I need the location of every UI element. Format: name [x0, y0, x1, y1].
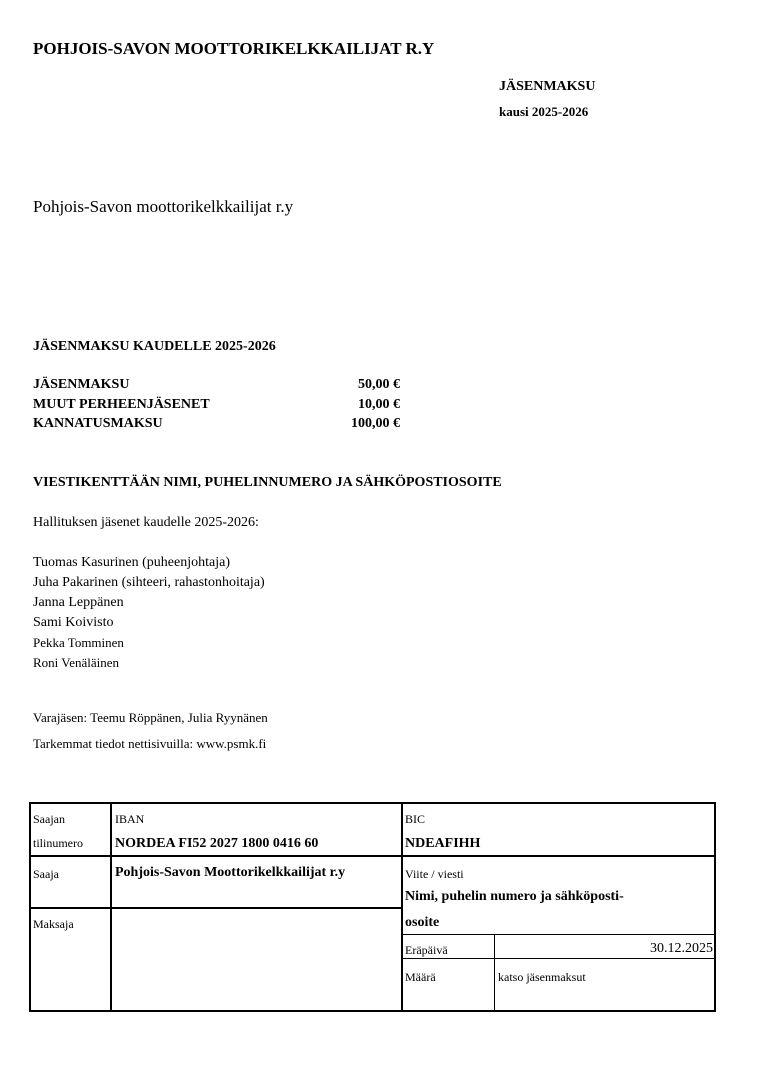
reference-label: Viite / viesti	[405, 867, 464, 881]
more-info: Tarkemmat tiedot nettisivuilla: www.psmk.fi	[33, 736, 267, 751]
slip-border-bottom	[29, 1010, 716, 1012]
iban-value: NORDEA FI52 2027 1800 0416 60	[115, 836, 319, 851]
iban-label: IBAN	[115, 812, 145, 826]
due-date-label: Eräpäivä	[405, 943, 448, 957]
slip-divider	[401, 802, 403, 1012]
document-title: JÄSENMAKSU	[499, 79, 596, 94]
message-instruction: VIESTIKENTTÄÄN NIMI, PUHELINNUMERO JA SÄHKÖPOSTIOSOITE	[33, 475, 502, 490]
due-date-value: 30.12.2025	[650, 941, 713, 956]
fee-amount: 10,00 €	[358, 397, 400, 412]
board-member: Tuomas Kasurinen (puheenjohtaja)	[33, 555, 230, 570]
bic-label: BIC	[405, 812, 426, 826]
amount-label: Määrä	[405, 970, 436, 984]
slip-border-right	[714, 802, 716, 1012]
slip-divider	[29, 855, 716, 857]
board-member: Pekka Tomminen	[33, 635, 124, 650]
fee-amount: 50,00 €	[358, 377, 400, 392]
recipient-value: Pohjois-Savon Moottorikelkkailijat r.y	[115, 865, 346, 880]
slip-divider	[29, 907, 403, 909]
deputy-members: Varajäsen: Teemu Röppänen, Julia Ryynänen	[33, 710, 268, 725]
recipient-account-label: Saajan	[33, 812, 65, 826]
slip-divider	[494, 934, 495, 1011]
board-member: Roni Venäläinen	[33, 655, 120, 670]
season-label: kausi 2025-2026	[499, 104, 589, 119]
organization-name: Pohjois-Savon moottorikelkkailijat r.y	[33, 197, 294, 216]
slip-divider	[401, 958, 716, 959]
payer-label: Maksaja	[33, 917, 74, 931]
slip-divider	[401, 934, 716, 935]
fee-label: KANNATUSMAKSU	[33, 416, 163, 431]
fee-row-family-members	[33, 397, 400, 417]
reference-value-2: osoite	[405, 915, 440, 930]
amount-value: katso jäsenmaksut	[498, 970, 586, 984]
reference-value: Nimi, puhelin numero ja sähköposti-	[405, 889, 624, 904]
slip-border-left	[29, 802, 31, 1012]
slip-border-top	[29, 802, 716, 804]
board-heading: Hallituksen jäsenet kaudelle 2025-2026:	[33, 515, 259, 530]
fee-label: JÄSENMAKSU	[33, 377, 130, 392]
fees-heading: JÄSENMAKSU KAUDELLE 2025-2026	[33, 339, 276, 354]
recipient-account-label-2: tilinumero	[33, 836, 83, 850]
organization-title: POHJOIS-SAVON MOOTTORIKELKKAILIJAT R.Y	[33, 39, 435, 58]
bic-value: NDEAFIHH	[405, 836, 481, 851]
fee-amount: 100,00 €	[351, 416, 400, 431]
fee-label: MUUT PERHEENJÄSENET	[33, 397, 210, 412]
slip-divider	[110, 802, 112, 1012]
recipient-label: Saaja	[33, 867, 59, 881]
board-member: Sami Koivisto	[33, 615, 114, 630]
board-member-list	[33, 553, 265, 673]
board-member: Juha Pakarinen (sihteeri, rahastonhoitaja)	[33, 575, 265, 590]
board-member: Janna Leppänen	[33, 595, 124, 610]
fee-row-membership	[33, 377, 400, 397]
fee-row-support	[33, 416, 400, 436]
